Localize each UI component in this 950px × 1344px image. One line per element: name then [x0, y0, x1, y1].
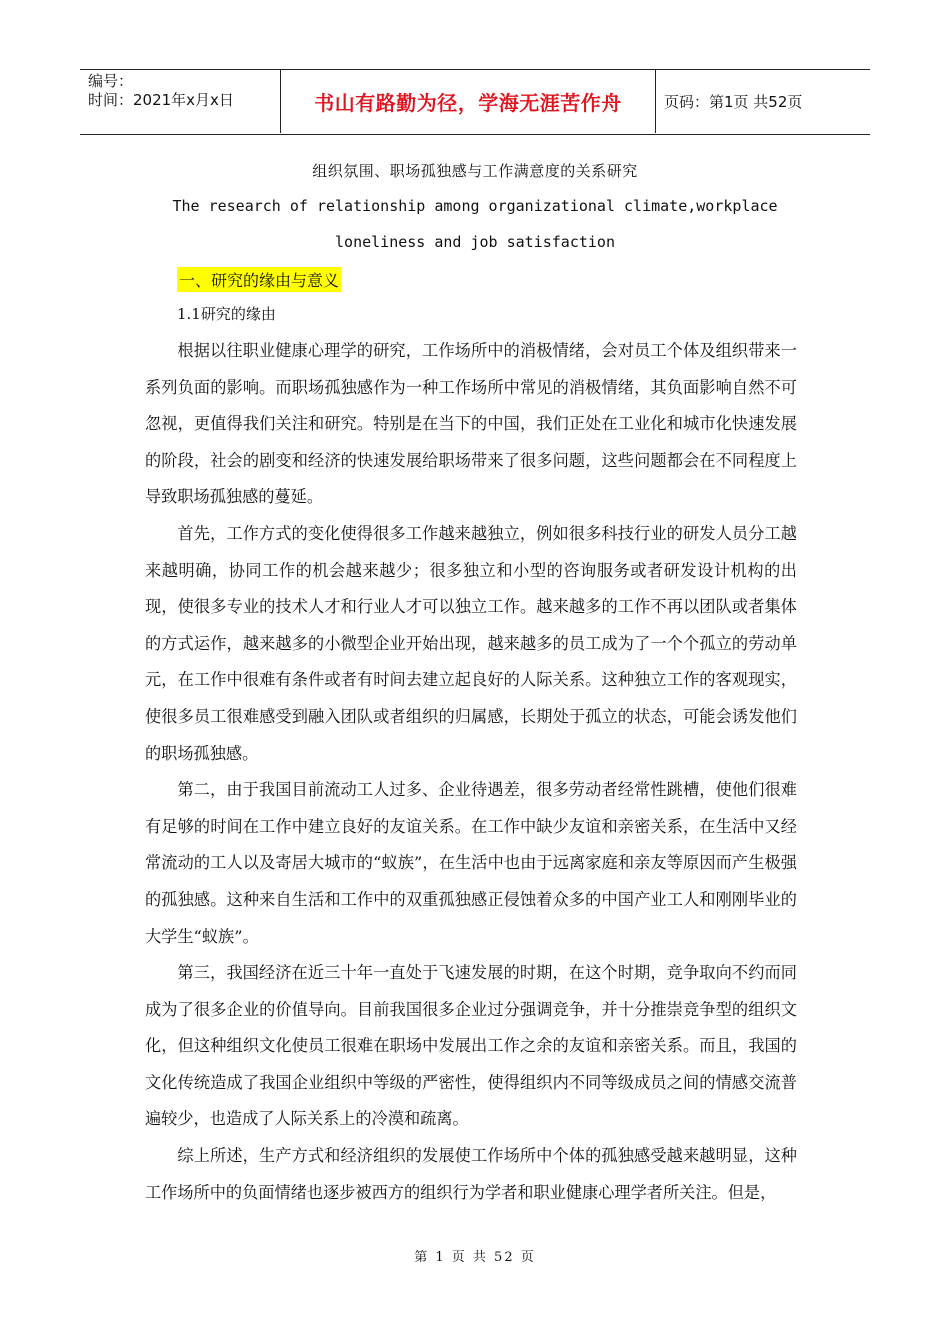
document-title: 组织氛围、职场孤独感与工作满意度的关系研究: [312, 162, 638, 180]
document-date: 时间：2021年x月x日: [88, 91, 234, 109]
section-heading: 一、研究的缘由与意义: [177, 267, 341, 292]
document-number-label: 编号：: [88, 72, 134, 90]
paragraph: 第三，我国经济在近三十年一直处于飞速发展的时期，在这个时期，竞争取向不约而同成为了很多企业的价值导向。目前我国很多企业过分强调竞争，并十分推崇竞争型的组织文化，但这种组织文化使员工很难在职场中发展出工作之余的友谊和亲密关系。而且，我国的文化传统造成了我国企业组织中等级的严密性，使得组织内不同等级成员之间的情感交流普遍较少，也造成了人际关系上的冷漠和疏离。: [145, 963, 797, 1129]
paragraph: 第二，由于我国目前流动工人过多、企业待遇差，很多劳动者经常性跳槽，使他们很难有足够的时间在工作中建立良好的友谊关系。在工作中缺少友谊和亲密关系，在生活中又经常流动的工人以及寄居大城市的“蚁族”，在生活中也由于远离家庭和亲友等原因而产生极强的孤独感。这种来自生活和工作中的双重孤独感正侵蚀着众多的中国产业工人和刚刚毕业的大学生“蚁族”。: [145, 780, 797, 946]
page-header: [80, 69, 870, 135]
paragraph: 根据以往职业健康心理学的研究，工作场所中的消极情绪，会对员工个体及组织带来一系列负面的影响。而职场孤独感作为一种工作场所中常见的消极情绪，其负面影响自然不可忽视，更值得我们关注和研究。特别是在当下的中国，我们正处在工业化和城市化快速发展的阶段，社会的剧变和经济的快速发展给职场带来了很多问题，这些问题都会在不同程度上导致职场孤独感的蔓延。: [145, 341, 797, 507]
paragraph: 综上所述，生产方式和经济组织的发展使工作场所中个体的孤独感受越来越明显，这种工作场所中的负面情绪也逐步被西方的组织行为学者和职业健康心理学者所关注。但是，: [145, 1146, 797, 1202]
header-motto: 书山有路勤为径，学海无涯苦作舟: [281, 70, 656, 133]
english-title-line-1: The research of relationship among organizational climate,workplace: [172, 197, 778, 215]
subsection-heading: 1.1研究的缘由: [177, 305, 276, 323]
header-page-info: 页码：第1页 共52页: [664, 93, 803, 111]
paragraph: 首先，工作方式的变化使得很多工作越来越独立，例如很多科技行业的研发人员分工越来越明确，协同工作的机会越来越少；很多独立和小型的咨询服务或者研发设计机构的出现，使很多专业的技术人才和行业人才可以独立工作。越来越多的工作不再以团队或者集体的方式运作，越来越多的小微型企业开始出现，越来越多的员工成为了一个个孤立的劳动单元，在工作中很难有条件或者有时间去建立起良好的人际关系。这种独立工作的客观现实，使很多员工很难感受到融入团队或者组织的归属感，长期处于孤立的状态，可能会诱发他们的职场孤独感。: [145, 523, 797, 763]
body-text: [145, 333, 797, 1211]
page-footer: 第 1 页 共 52 页: [414, 1250, 536, 1265]
header-meta: [80, 70, 281, 133]
english-title-line-2: loneliness and job satisfaction: [335, 233, 615, 251]
